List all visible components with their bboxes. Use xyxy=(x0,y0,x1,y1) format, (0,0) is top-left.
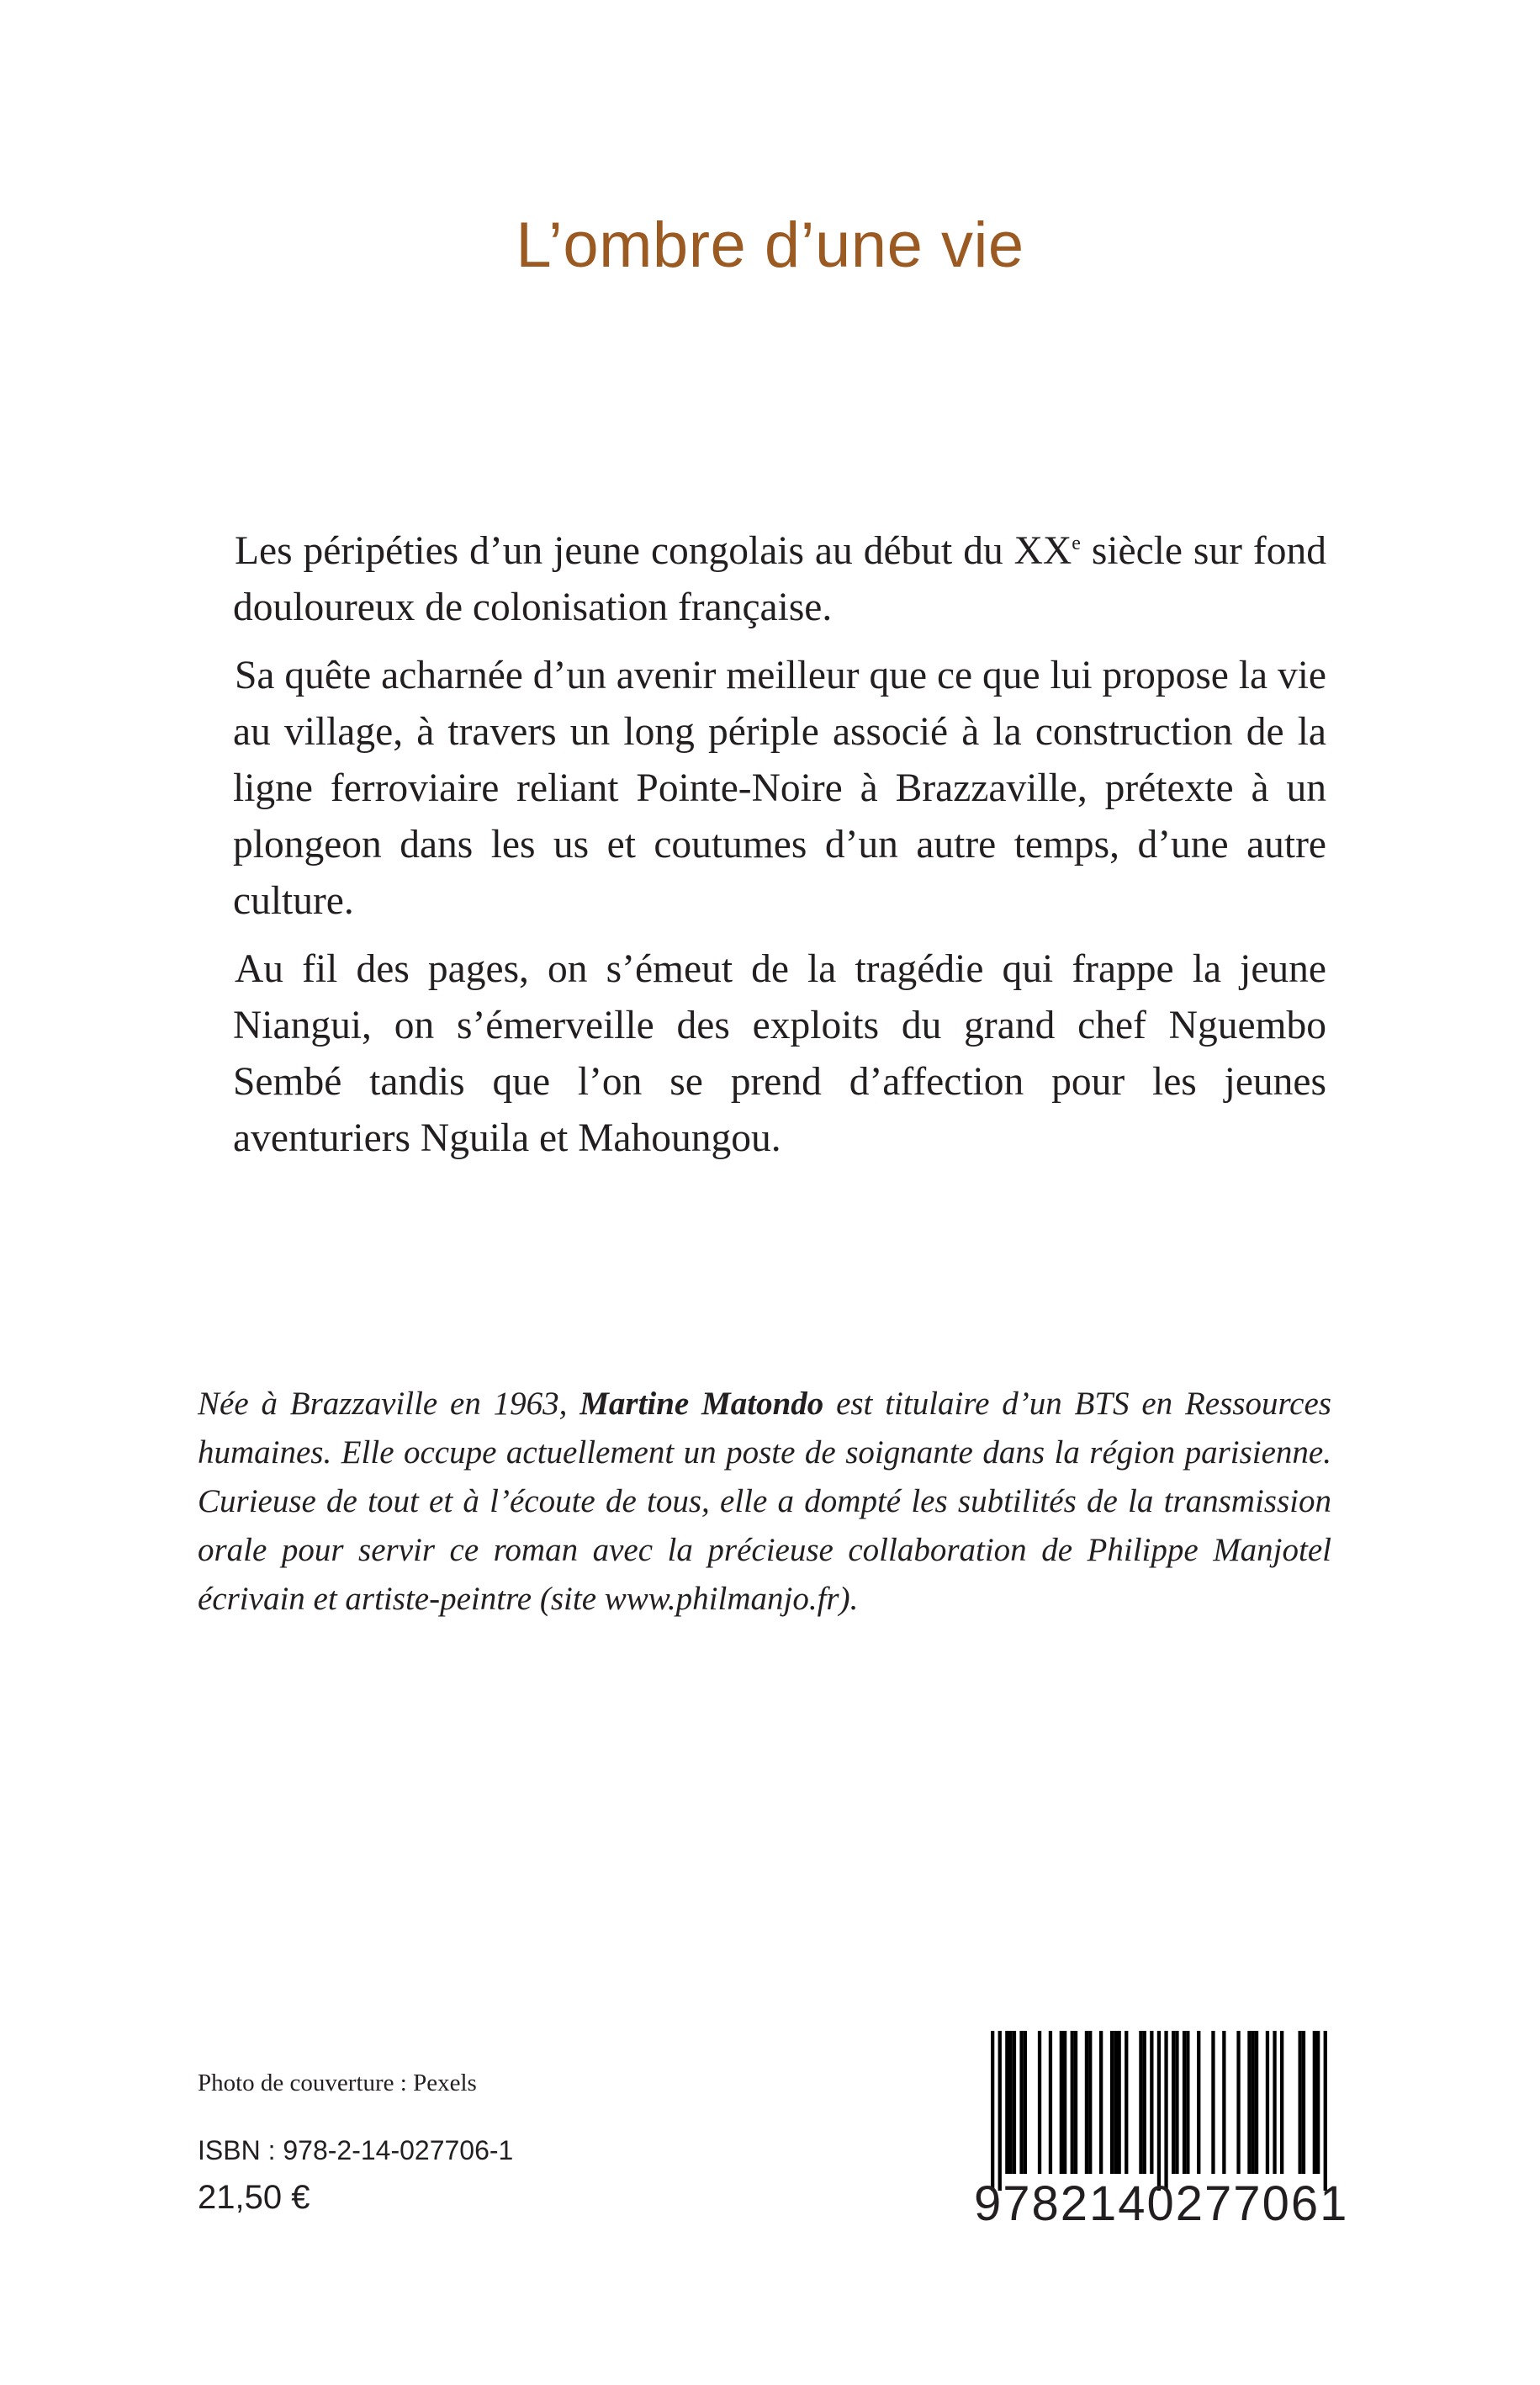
blurb-p1-text-a: Les péripéties d’un jeune congolais au début du XX xyxy=(235,529,1072,573)
author-name: Martine Matondo xyxy=(579,1386,824,1422)
barcode-digits: 9782140277061 xyxy=(974,2176,1349,2231)
blurb-p1-text-b: siècle sur fond douloureux de colonisation française. xyxy=(233,529,1326,629)
barcode-bar xyxy=(1175,2031,1178,2174)
barcode-bar xyxy=(1085,2031,1088,2174)
price: 21,50 € xyxy=(198,2179,310,2216)
barcode-bar xyxy=(1110,2031,1114,2174)
barcode-bar xyxy=(1088,2031,1092,2174)
barcode-bar xyxy=(1211,2031,1215,2174)
book-title: L’ombre d’une vie xyxy=(516,209,1024,281)
barcode-bar xyxy=(1255,2031,1258,2174)
barcode-bar xyxy=(1236,2031,1240,2174)
barcode-bar xyxy=(1302,2031,1305,2174)
barcode-bar xyxy=(1324,2031,1327,2191)
barcode-bar xyxy=(1060,2031,1063,2174)
barcode-bar xyxy=(1125,2031,1128,2174)
barcode-bar xyxy=(1197,2031,1200,2174)
barcode-bar xyxy=(1005,2031,1008,2174)
barcode-bar xyxy=(1143,2031,1146,2174)
barcode-bar xyxy=(991,2031,994,2191)
barcode-bar xyxy=(1009,2031,1013,2174)
barcode-bar xyxy=(1114,2031,1117,2174)
isbn: ISBN : 978-2-14-027706-1 xyxy=(198,2135,514,2165)
photo-credit: Photo de couverture : Pexels xyxy=(198,2070,477,2096)
barcode-bar xyxy=(1099,2031,1103,2174)
barcode-bar xyxy=(1063,2031,1066,2174)
back-cover-blurb xyxy=(233,523,1326,1179)
barcode-bar xyxy=(1313,2031,1316,2174)
blurb-paragraph-1 xyxy=(233,523,1326,636)
barcode-bar xyxy=(1150,2031,1153,2174)
barcode-bar xyxy=(1013,2031,1016,2174)
author-bio xyxy=(198,1380,1331,1624)
barcode-bar xyxy=(1172,2031,1175,2174)
blurb-paragraph-2: Sa quête acharnée d’un avenir meilleur que ce que lui propose la vie au village, à travers un long périple associé à la construction de la ligne ferroviaire reliant Pointe-Noire à Brazzaville, prétexte à un plongeon dans les us et coutumes d’un autre temps, d’une autre culture. xyxy=(233,654,1326,923)
barcode-bar xyxy=(1139,2031,1142,2174)
barcode-bar xyxy=(1273,2031,1276,2174)
barcode-bar xyxy=(1071,2031,1074,2174)
bio-text-a: Née à Brazzaville en 1963, xyxy=(198,1386,580,1422)
barcode-bar xyxy=(1280,2031,1283,2174)
barcode-bar xyxy=(1024,2031,1027,2174)
barcode-bar xyxy=(1164,2031,1167,2191)
barcode-bar xyxy=(1186,2031,1189,2174)
barcode-bar xyxy=(1316,2031,1320,2174)
barcode-bar xyxy=(1019,2031,1023,2174)
barcode-bar xyxy=(1038,2031,1041,2174)
blurb-paragraph-3: Au fil des pages, on s’émeut de la tragédie qui frappe la jeune Niangui, on s’émerveille des exploits du grand chef Nguembo Sembé tandis que l’on se prend d’affection pour les jeunes aventuriers Nguila et Mahoungou. xyxy=(233,947,1326,1160)
barcode-bar xyxy=(1222,2031,1225,2174)
barcode-bar xyxy=(1157,2031,1161,2191)
barcode-bar xyxy=(1266,2031,1269,2174)
barcode-bar xyxy=(1252,2031,1255,2174)
century-superscript: e xyxy=(1072,533,1081,555)
barcode-bar xyxy=(1049,2031,1052,2174)
barcode-bar xyxy=(1118,2031,1121,2174)
barcode-bar xyxy=(1183,2031,1186,2174)
barcode-bar xyxy=(1299,2031,1302,2174)
barcode-bar xyxy=(998,2031,1002,2191)
barcode-bar xyxy=(1247,2031,1251,2174)
barcode-bar xyxy=(1074,2031,1077,2174)
bio-text-b: est titulaire d’un BTS en Ressources humaines. Elle occupe actuellement un poste de soignante dans la région parisienne. Curieuse de tout et à l’écoute de tous, elle a dompté les subtilités de la transmission orale pour servir ce roman avec la précieuse collaboration de Philippe Manjotel écrivain et artiste-peintre (site www.philmanjo.fr). xyxy=(198,1386,1331,1617)
